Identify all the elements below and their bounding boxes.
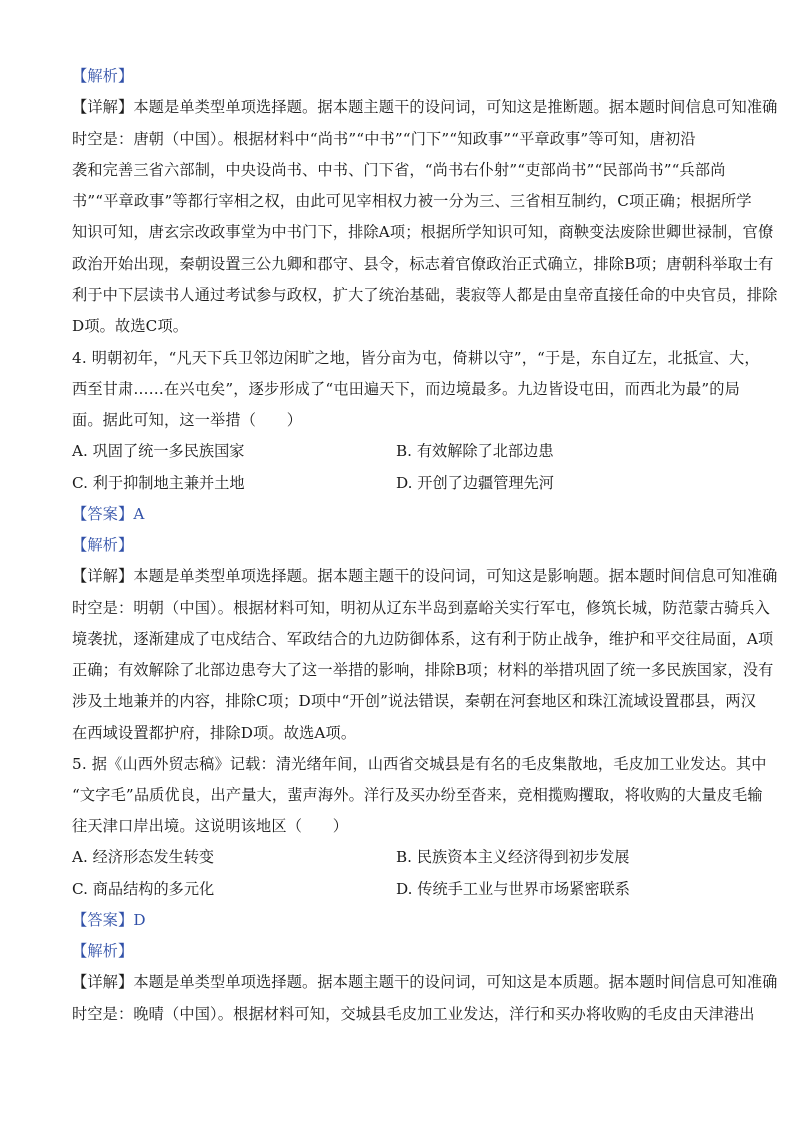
answer-label: 【答案】D — [72, 911, 146, 929]
detail-line: 利于中下层读书人通过考试参与政权，扩大了统治基础，裴寂等人都是由皇帝直接任命的中央官员，排除 — [72, 286, 778, 304]
detail-line: 【详解】本题是单类型单项选择题。据本题主题干的设问词，可知这是本质题。据本题时间信息可知准确 — [72, 973, 778, 991]
detail-line: 正确；有效解除了北部边患夸大了这一举措的影响，排除B项；材料的举措巩固了统一多民族国家，没有 — [72, 661, 774, 679]
detail-line: 境袭扰，逐渐建成了屯戍结合、军政结合的九边防御体系，这有利于防止战争，维护和平交往局面，A项 — [72, 630, 774, 648]
detail-line: 书”“平章政事”等都行宰相之权，由此可见宰相权力被一分为三、三省相互制约，C项正确；根据所学 — [72, 192, 752, 210]
detail-line: 在西域设置都护府，排除D项。故选A项。 — [72, 724, 357, 742]
detail-line: 政治开始出现，秦朝设置三公九卿和郡守、县令，标志着官僚政治正式确立，排除B项；唐朝科举取士有 — [72, 255, 774, 273]
detail-line: 时空是：晚晴（中国）。根据材料可知，交城县毛皮加工业发达，洋行和买办将收购的毛皮由天津港出 — [72, 1005, 755, 1023]
detail-line: 时空是：唐朝（中国）。根据材料中“尚书”“中书”“门下”“知政事”“平章政事”等可知，唐初沿 — [72, 130, 696, 148]
answer-label: 【答案】A — [72, 505, 145, 523]
option-b: B. 民族资本主义经济得到初步发展 — [396, 848, 630, 866]
option-b: B. 有效解除了北部边患 — [396, 442, 554, 460]
option-a: A. 巩固了统一多民族国家 — [72, 442, 245, 460]
analysis-label: 【解析】 — [72, 67, 134, 85]
option-c: C. 利于抑制地主兼并土地 — [72, 474, 245, 492]
question-stem-line: 5. 据《山西外贸志稿》记载：清光绪年间，山西省交城县是有名的毛皮集散地，毛皮加工业发达。其中 — [72, 755, 767, 773]
analysis-label: 【解析】 — [72, 942, 134, 960]
question-stem-line: “文字毛”品质优良，出产量大，蜚声海外。洋行及买办纷至沓来，竞相揽购攫取，将收购的大量皮毛输 — [72, 786, 763, 804]
detail-line: 【详解】本题是单类型单项选择题。据本题主题干的设问词，可知这是影响题。据本题时间信息可知准确 — [72, 567, 778, 585]
option-d: D. 传统手工业与世界市场紧密联系 — [396, 880, 630, 898]
question-stem-line: 西至甘肃……在兴屯矣”，逐步形成了“屯田遍天下，而边境最多。九边皆设屯田，而西北为最”的局 — [72, 380, 740, 398]
detail-line: D项。故选C项。 — [72, 317, 189, 335]
detail-line: 知识可知，唐玄宗改政事堂为中书门下，排除A项；根据所学知识可知，商鞅变法废除世卿世禄制，官僚 — [72, 223, 774, 241]
option-c: C. 商品结构的多元化 — [72, 880, 215, 898]
detail-line: 时空是：明朝（中国）。根据材料可知，明初从辽东半岛到嘉峪关实行军屯，修筑长城，防范蒙古骑兵入 — [72, 599, 770, 617]
question-stem-line: 面。据此可知，这一举措（ ） — [72, 411, 303, 429]
question-stem-line: 4. 明朝初年，“凡天下兵卫邻边闲旷之地，皆分亩为屯，倚耕以守”，“于是，东自辽左，北抵宣、大， — [72, 349, 760, 367]
option-d: D. 开创了边疆管理先河 — [396, 474, 554, 492]
detail-line: 涉及土地兼并的内容，排除C项；D项中“开创”说法错误，秦朝在河套地区和珠江流域设置郡县，两汉 — [72, 692, 757, 710]
option-a: A. 经济形态发生转变 — [72, 848, 215, 866]
detail-line: 【详解】本题是单类型单项选择题。据本题主题干的设问词，可知这是推断题。据本题时间信息可知准确 — [72, 98, 778, 116]
detail-line: 袭和完善三省六部制，中央设尚书、中书、门下省，“尚书右仆射”“吏部尚书”“民部尚书”“兵部尚 — [72, 161, 726, 179]
question-stem-line: 往天津口岸出境。这说明该地区（ ） — [72, 817, 349, 835]
analysis-label: 【解析】 — [72, 536, 134, 554]
